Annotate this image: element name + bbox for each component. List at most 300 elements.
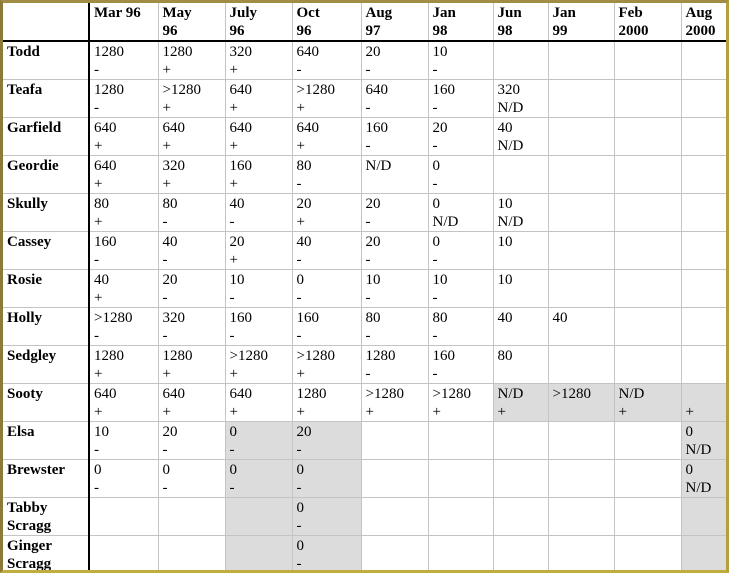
titer-value: 640 xyxy=(229,82,252,98)
sign-value xyxy=(366,441,426,459)
sign-value: - xyxy=(432,252,438,268)
table-row xyxy=(3,270,726,308)
table-row xyxy=(3,41,726,80)
sign-value: - xyxy=(162,442,168,458)
table-row xyxy=(3,346,726,384)
sign-value xyxy=(553,441,612,459)
row-label: Rosie xyxy=(3,270,89,308)
value-cell xyxy=(89,118,158,156)
value-cell xyxy=(225,194,292,232)
titer-value: >1280 xyxy=(296,348,335,364)
titer-value xyxy=(498,157,546,175)
value-cell xyxy=(361,498,428,536)
titer-value xyxy=(94,537,156,555)
sign-value xyxy=(553,517,612,535)
column-header-line2: 98 xyxy=(432,23,448,39)
value-cell xyxy=(428,422,493,460)
titer-value: 10 xyxy=(229,272,245,288)
sign-value: + xyxy=(229,366,238,382)
sign-value xyxy=(553,479,612,497)
value-cell xyxy=(681,498,726,536)
sign-value: - xyxy=(162,252,168,268)
titer-value: 40 xyxy=(552,310,568,326)
value-cell xyxy=(292,384,361,422)
sign-value: + xyxy=(94,138,103,154)
column-header xyxy=(428,3,493,41)
value-cell xyxy=(548,308,614,346)
value-cell xyxy=(89,422,158,460)
titer-results-table xyxy=(3,3,726,573)
value-cell xyxy=(493,384,548,422)
sign-value: - xyxy=(229,442,235,458)
titer-value xyxy=(553,537,612,555)
value-cell xyxy=(681,156,726,194)
value-cell xyxy=(681,422,726,460)
value-cell xyxy=(361,118,428,156)
column-header-line2: 2000 xyxy=(618,23,649,39)
titer-value xyxy=(686,195,725,213)
value-cell xyxy=(158,156,225,194)
titer-value: 1280 xyxy=(94,82,124,98)
value-cell xyxy=(614,308,681,346)
value-cell xyxy=(548,156,614,194)
sign-value: - xyxy=(296,290,302,306)
titer-value: 20 xyxy=(432,120,448,136)
sign-value: N/D xyxy=(497,214,524,230)
titer-value xyxy=(433,537,491,555)
titer-value xyxy=(553,195,612,213)
sign-value: + xyxy=(94,366,103,382)
value-cell xyxy=(428,536,493,573)
value-cell xyxy=(548,498,614,536)
value-cell xyxy=(158,460,225,498)
titer-value: 10 xyxy=(497,234,513,250)
sign-value xyxy=(619,441,679,459)
sign-value: - xyxy=(296,442,302,458)
sign-value: - xyxy=(296,518,302,534)
titer-value xyxy=(619,119,679,137)
sign-value: + xyxy=(94,214,103,230)
row-label: Geordie xyxy=(3,156,89,194)
titer-value: 0 xyxy=(296,500,304,516)
value-cell xyxy=(548,536,614,573)
sign-value xyxy=(619,137,679,155)
column-header xyxy=(89,3,158,41)
sign-value: - xyxy=(365,214,371,230)
value-cell xyxy=(681,460,726,498)
sign-value xyxy=(94,555,156,573)
table-row xyxy=(3,498,726,536)
sign-value xyxy=(619,99,679,117)
titer-value: 20 xyxy=(162,272,178,288)
value-cell xyxy=(361,270,428,308)
column-header-line2: 97 xyxy=(365,23,381,39)
sign-value xyxy=(619,175,679,193)
titer-value: 10 xyxy=(432,44,448,60)
sign-value xyxy=(498,365,546,383)
value-cell xyxy=(428,80,493,118)
value-cell xyxy=(292,118,361,156)
titer-value xyxy=(686,157,725,175)
sign-value xyxy=(498,441,546,459)
sign-value xyxy=(619,61,679,79)
value-cell xyxy=(428,460,493,498)
titer-value xyxy=(686,309,725,327)
value-cell xyxy=(681,270,726,308)
value-cell xyxy=(292,536,361,573)
sign-value: - xyxy=(229,214,235,230)
sign-value: - xyxy=(432,138,438,154)
titer-value xyxy=(553,271,612,289)
value-cell xyxy=(493,80,548,118)
sign-value: + xyxy=(229,252,238,268)
titer-value: 20 xyxy=(296,196,312,212)
sign-value xyxy=(94,517,156,535)
sign-value: + xyxy=(229,62,238,78)
value-cell xyxy=(89,536,158,573)
titer-value: 0 xyxy=(94,462,102,478)
titer-value: 0 xyxy=(296,538,304,554)
sign-value: - xyxy=(94,62,99,78)
sign-value: - xyxy=(432,176,438,192)
titer-value xyxy=(498,43,546,61)
column-header xyxy=(681,3,726,41)
titer-value xyxy=(686,271,725,289)
sign-value: N/D xyxy=(497,138,524,154)
titer-value: 10 xyxy=(497,272,513,288)
titer-value xyxy=(619,499,679,517)
value-cell xyxy=(428,156,493,194)
titer-value: 10 xyxy=(432,272,448,288)
sign-value: - xyxy=(94,442,99,458)
sign-value xyxy=(163,555,223,573)
titer-value: >1280 xyxy=(365,386,404,402)
titer-value xyxy=(619,233,679,251)
value-cell xyxy=(548,118,614,156)
titer-value xyxy=(553,347,612,365)
titer-value: 0 xyxy=(162,462,170,478)
titer-value xyxy=(553,157,612,175)
sign-value: - xyxy=(162,290,168,306)
value-cell xyxy=(89,384,158,422)
row-label: Elsa xyxy=(3,422,89,460)
column-header xyxy=(158,3,225,41)
value-cell xyxy=(89,232,158,270)
value-cell xyxy=(158,41,225,80)
row-label: Cassey xyxy=(3,232,89,270)
titer-value: 80 xyxy=(365,310,381,326)
sign-value xyxy=(366,175,426,193)
titer-value: 10 xyxy=(365,272,381,288)
sign-value: - xyxy=(162,480,168,496)
sign-value: - xyxy=(432,290,438,306)
titer-value: 80 xyxy=(296,158,312,174)
sign-value xyxy=(619,327,679,345)
sign-value: - xyxy=(162,214,168,230)
titer-value: >1280 xyxy=(229,348,268,364)
titer-value: N/D xyxy=(497,386,524,402)
value-cell xyxy=(493,498,548,536)
titer-value xyxy=(498,537,546,555)
titer-value xyxy=(498,461,546,479)
row-label: Teafa xyxy=(3,80,89,118)
titer-value xyxy=(619,461,679,479)
sign-value xyxy=(230,555,290,573)
value-cell xyxy=(225,460,292,498)
sign-value xyxy=(553,61,612,79)
value-cell xyxy=(428,41,493,80)
sign-value: - xyxy=(162,328,168,344)
titer-value: 20 xyxy=(296,424,312,440)
value-cell xyxy=(225,156,292,194)
value-cell xyxy=(493,536,548,573)
column-header-line1: Oct xyxy=(296,5,320,21)
value-cell xyxy=(361,346,428,384)
value-cell xyxy=(428,118,493,156)
value-cell xyxy=(158,384,225,422)
sign-value xyxy=(553,289,612,307)
value-cell xyxy=(89,194,158,232)
value-cell xyxy=(614,80,681,118)
titer-value: 320 xyxy=(497,82,520,98)
titer-value xyxy=(619,347,679,365)
value-cell xyxy=(158,346,225,384)
titer-value: 0 xyxy=(432,196,440,212)
value-cell xyxy=(89,346,158,384)
value-cell xyxy=(292,270,361,308)
titer-value: 640 xyxy=(296,120,319,136)
value-cell xyxy=(493,194,548,232)
titer-value: 20 xyxy=(162,424,178,440)
column-header xyxy=(493,3,548,41)
value-cell xyxy=(225,270,292,308)
sign-value xyxy=(619,365,679,383)
titer-value: 640 xyxy=(94,158,117,174)
value-cell xyxy=(292,156,361,194)
titer-value: >1280 xyxy=(296,82,335,98)
value-cell xyxy=(614,270,681,308)
titer-value: 640 xyxy=(94,120,117,136)
value-cell xyxy=(614,118,681,156)
value-cell xyxy=(292,422,361,460)
sign-value: - xyxy=(296,328,302,344)
titer-value: 0 xyxy=(229,424,237,440)
titer-value xyxy=(619,195,679,213)
value-cell xyxy=(361,384,428,422)
titer-value xyxy=(553,43,612,61)
titer-value: 0 xyxy=(685,462,693,478)
value-cell xyxy=(225,118,292,156)
titer-value: 40 xyxy=(94,272,109,288)
sign-value: + xyxy=(162,176,171,192)
value-cell xyxy=(614,232,681,270)
titer-value: 160 xyxy=(229,310,252,326)
value-cell xyxy=(428,194,493,232)
row-label: Garfield xyxy=(3,118,89,156)
titer-value: 320 xyxy=(229,44,252,60)
row-label: Holly xyxy=(3,308,89,346)
sign-value xyxy=(366,555,426,573)
titer-value: 40 xyxy=(162,234,178,250)
value-cell xyxy=(361,80,428,118)
value-cell xyxy=(158,118,225,156)
titer-value xyxy=(686,119,725,137)
value-cell xyxy=(681,346,726,384)
sign-value: + xyxy=(162,138,171,154)
value-cell xyxy=(158,422,225,460)
sign-value: - xyxy=(94,252,99,268)
titer-value: 160 xyxy=(94,234,117,250)
titer-value xyxy=(553,233,612,251)
sign-value: + xyxy=(296,100,305,116)
value-cell xyxy=(225,232,292,270)
sign-value xyxy=(553,213,612,231)
value-cell xyxy=(361,194,428,232)
row-label: Sooty xyxy=(3,384,89,422)
value-cell xyxy=(493,460,548,498)
value-cell xyxy=(681,118,726,156)
value-cell xyxy=(89,460,158,498)
column-header xyxy=(614,3,681,41)
sign-value: + xyxy=(432,404,441,420)
sign-value xyxy=(619,517,679,535)
sign-value xyxy=(686,365,725,383)
value-cell xyxy=(292,41,361,80)
titer-value: 160 xyxy=(365,120,388,136)
titer-value: 0 xyxy=(432,234,440,250)
table-row xyxy=(3,384,726,422)
value-cell xyxy=(225,346,292,384)
sign-value xyxy=(686,251,725,269)
value-cell xyxy=(225,498,292,536)
titer-value: 40 xyxy=(229,196,245,212)
column-header-line1: May xyxy=(162,5,192,21)
value-cell xyxy=(292,498,361,536)
titer-value xyxy=(686,385,725,403)
value-cell xyxy=(548,346,614,384)
titer-value: >1280 xyxy=(162,82,201,98)
value-cell xyxy=(493,118,548,156)
value-cell xyxy=(681,536,726,573)
titer-value: 640 xyxy=(296,44,319,60)
sign-value: - xyxy=(432,62,438,78)
table-row xyxy=(3,80,726,118)
value-cell xyxy=(361,232,428,270)
sign-value: - xyxy=(296,252,302,268)
titer-value xyxy=(619,81,679,99)
value-cell xyxy=(614,156,681,194)
value-cell xyxy=(681,384,726,422)
column-header-line2: 96 xyxy=(296,23,312,39)
value-cell xyxy=(548,384,614,422)
titer-value xyxy=(686,81,725,99)
value-cell xyxy=(681,232,726,270)
sign-value: + xyxy=(365,404,374,420)
value-cell xyxy=(428,232,493,270)
titer-value xyxy=(366,461,426,479)
sign-value: N/D xyxy=(432,214,459,230)
titer-value: 0 xyxy=(296,462,304,478)
titer-value: N/D xyxy=(365,158,392,174)
sign-value: + xyxy=(94,404,103,420)
sign-value: + xyxy=(94,290,103,306)
value-cell xyxy=(548,422,614,460)
titer-value xyxy=(163,499,223,517)
sign-value xyxy=(686,137,725,155)
sign-value xyxy=(553,99,612,117)
row-label: Brewster xyxy=(3,460,89,498)
sign-value: - xyxy=(365,328,371,344)
sign-value: - xyxy=(296,62,302,78)
value-cell xyxy=(428,270,493,308)
titer-value: 0 xyxy=(296,272,304,288)
sign-value xyxy=(686,555,725,573)
column-header-line2: 2000 xyxy=(685,23,716,39)
titer-value xyxy=(619,423,679,441)
sign-value xyxy=(366,479,426,497)
sign-value xyxy=(686,61,725,79)
titer-value xyxy=(686,347,725,365)
titer-value: 640 xyxy=(229,120,252,136)
titer-value: 640 xyxy=(162,386,185,402)
table-body xyxy=(3,41,726,573)
sign-value: + xyxy=(296,138,305,154)
sign-value xyxy=(553,327,612,345)
value-cell xyxy=(493,308,548,346)
value-cell xyxy=(225,308,292,346)
value-cell xyxy=(493,346,548,384)
titer-value xyxy=(433,461,491,479)
value-cell xyxy=(292,460,361,498)
titer-value: >1280 xyxy=(432,386,471,402)
value-cell xyxy=(681,41,726,80)
sign-value xyxy=(553,251,612,269)
row-label: Skully xyxy=(3,194,89,232)
titer-value xyxy=(553,423,612,441)
sign-value xyxy=(619,289,679,307)
titer-value xyxy=(619,537,679,555)
value-cell xyxy=(614,384,681,422)
titer-value: 80 xyxy=(94,196,109,212)
sign-value xyxy=(686,99,725,117)
sign-value: - xyxy=(296,480,302,496)
column-header-line2: 99 xyxy=(552,23,568,39)
sign-value xyxy=(553,555,612,573)
column-header-line2: 96 xyxy=(162,23,178,39)
sign-value: + xyxy=(162,100,171,116)
titer-value xyxy=(498,499,546,517)
titer-value xyxy=(433,423,491,441)
titer-value: 40 xyxy=(497,120,513,136)
sign-value xyxy=(498,555,546,573)
sign-value: - xyxy=(94,480,99,496)
value-cell xyxy=(493,41,548,80)
sign-value: + xyxy=(618,404,627,420)
titer-value xyxy=(686,43,725,61)
column-header-line1: Aug xyxy=(365,5,393,21)
sign-value xyxy=(498,517,546,535)
titer-value: 20 xyxy=(229,234,245,250)
titer-value: 1280 xyxy=(162,44,193,60)
value-cell xyxy=(614,498,681,536)
sign-value xyxy=(498,327,546,345)
value-cell xyxy=(89,156,158,194)
table-row xyxy=(3,232,726,270)
sign-value: - xyxy=(365,252,371,268)
value-cell xyxy=(292,80,361,118)
sign-value xyxy=(498,479,546,497)
value-cell xyxy=(361,308,428,346)
